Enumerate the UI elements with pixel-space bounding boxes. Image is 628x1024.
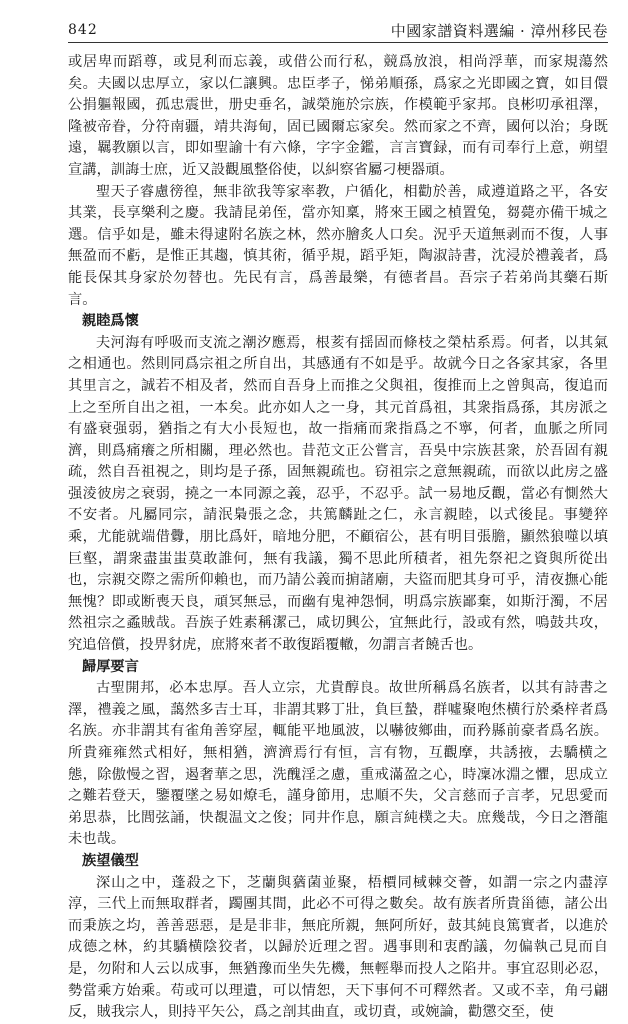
paragraph-virtue: 古聖開邦，必本忠厚。吾人立宗，尤貴醇良。故世所稱爲名族者，以其有詩書之澤，禮義之風，藹然多吉士耳，非謂其夥丁壯，負巨蟄，群噓聚咆烋横行於桑梓者爲名族。亦非謂其有雀角善穿屋，輒能平地風波，以嚇彼鄉曲，而矜縣前豪者爲名族。所貴雍雍然式相好，無相猶，濟濟焉行有恒，言有物，互觀摩，共誘掖，去驕横之態，除傲慢之習，遏奢華之思，洗醜淫之慮，重戒滿盈之心，時凜冰淵之懼，思成立之難若登天，鑒覆墜之易如燎毛，謹身節用，忠順不失，父言慈而子言孝，兄思愛而弟思恭，比閭弦誦，快覩温文之俊；同井作息，願言純樸之夫。庶幾哉，今日之潛龍未也哉。 [68, 680, 608, 848]
book-title: 中國家譜資料選編 · 漳州移民卷 [390, 22, 608, 40]
paragraph-admonition: 聖天子睿慮徬徨，無非欲我等家率教，户循化，相勸於善，咸遵道路之平，各安其業，長享樂利之慶。我請昆弟侄，當亦知稟，將來王國之楨置兔，芻薨亦備干城之選。信乎如是，雖未得逮附名族之林，然亦膾炙人口矣。況乎天道無剥而不復，人事無盈而不虧，是惟正其趨，慎其術，循乎規，蹈乎矩，陶淑詩書，沈浸於禮義者，爲能長保其身家於勿替也。先民有言，爲善最樂，有德者昌。吾宗子若弟尚其藥石斯言。 [68, 183, 608, 308]
paragraph-elders: 深山之中，蓬殺之下，芝蘭與蕕菌並聚，梧檟同棫棘交薈，如謂一宗之内盡淳淳，三代上而無取群者，躅團其間，此必不可得之數矣。故有族者所貴甾德，諸公出而秉族之均，善善惡惡，是是非非，無庇所親，無阿所好，鼓其純良篤實者，以進於成德之林，約其驕横陰狡者，以歸於近理之習。遇事則和衷酌議，勿偏執己見而自是，勿附和人云以成事，無猶豫而坐失先機，無輕舉而投人之陷井。事宜忍則必忍，勢當乘方始乘。苟或可以理遺，可以情恕，天下事何不可釋然者。又或不幸，角弓翩反，賊我宗人，則持平矢公，爲之剖其曲直，或切責，或婉論，勸懲交至，使 [68, 874, 608, 1021]
section-heading-elders: 族望儀型 [82, 852, 139, 869]
paragraph-continued: 或居卑而蹈尊，或見利而忘義，或借公而行私，競爲放浪，相尚浮華，而家規蕩然矣。夫國以忠厚立，家以仁讓興。忠臣孝子，悌弟順孫，爲家之光即國之寶，如目儇公捐軀報國，孤忠震世，册史垂名，誠榮施於宗族，作模範乎家邦。良彬叨承祖澤，隆被帝眷，分符南疆，靖共海甸，固已國爾忘家矣。然而家之不齊，國何以治；身既遠，羈教願以言，即如聖諭十有六條，字字金鑑，言言寶録，而有司奉行上意，朔望宣講，訓誨士庶，近又設觀風整俗使，以糾察省屬刁梗器頑。 [68, 54, 608, 178]
section-heading-kinship: 親睦爲懷 [82, 313, 139, 330]
page-body [68, 52, 608, 1024]
page-number: 842 [68, 22, 98, 38]
page-header [68, 20, 608, 43]
paragraph-kinship: 夫河海有呼吸而支流之潮汐應焉，根荄有揺固而條枝之榮枯系焉。何者，以其氣之相通也。然則同爲宗祖之所自出，其感通有不如是乎。故就今日之各家其家，各里其里言之，誠若不相及者，然而自吾身上而推之父與祖，復推而上之曾與高，復追而上之至所自出之祖，一本矣。此亦如人之一身，其元首爲祖，其衆指爲孫，其房派之有盛衰强弱，猶指之有大小長短也，故一指痛而衆指爲之不寧，何者，血脈之所同濟，則爲痛癢之所相關，理必然也。昔范文正公嘗言，吾吳中宗族甚衆，於吾固有親疏，然自吾祖視之，則均是子孫，固無親疏也。窃祖宗之意無親疏，而欲以此房之盛强淩彼房之衰弱，撓之一本同源之義，忍乎，不忍乎。試一易地反觀，當必有惻然大不安者。凡屬同宗，請泯梟張之念，共篤麟趾之仁，永言親睦，以式後昆。事變猝乘，尤能就端借釁，朋比爲奸，暗地分肥，不顧宿公，甚有明目張膽，顯然狼噬以填巨壑，謂衆盡蚩蚩莫敢誰何，無有我議，獨不思此所積者，祖先祭祀之資與所從出也，宗親交際之需所仰賴也，而乃請公義而掮諸廟，夫盜而肥其身可乎，清夜撫心能無愧？即或断喪天良，頑冥無忌，而幽有鬼神怨恫，明爲宗族鄙棄，如斯汙濁，不居然祖宗之蟊賊哉。吾族子姓素稱潔己，咸切興公，宜無此行，設或有然，鳴鼓共攻，究追倍償，投畀豺虎，庶將來者不敢復蹈覆轍，勿謂言者饒舌也。 [68, 334, 608, 654]
section-heading-virtue: 歸厚要言 [82, 658, 139, 675]
